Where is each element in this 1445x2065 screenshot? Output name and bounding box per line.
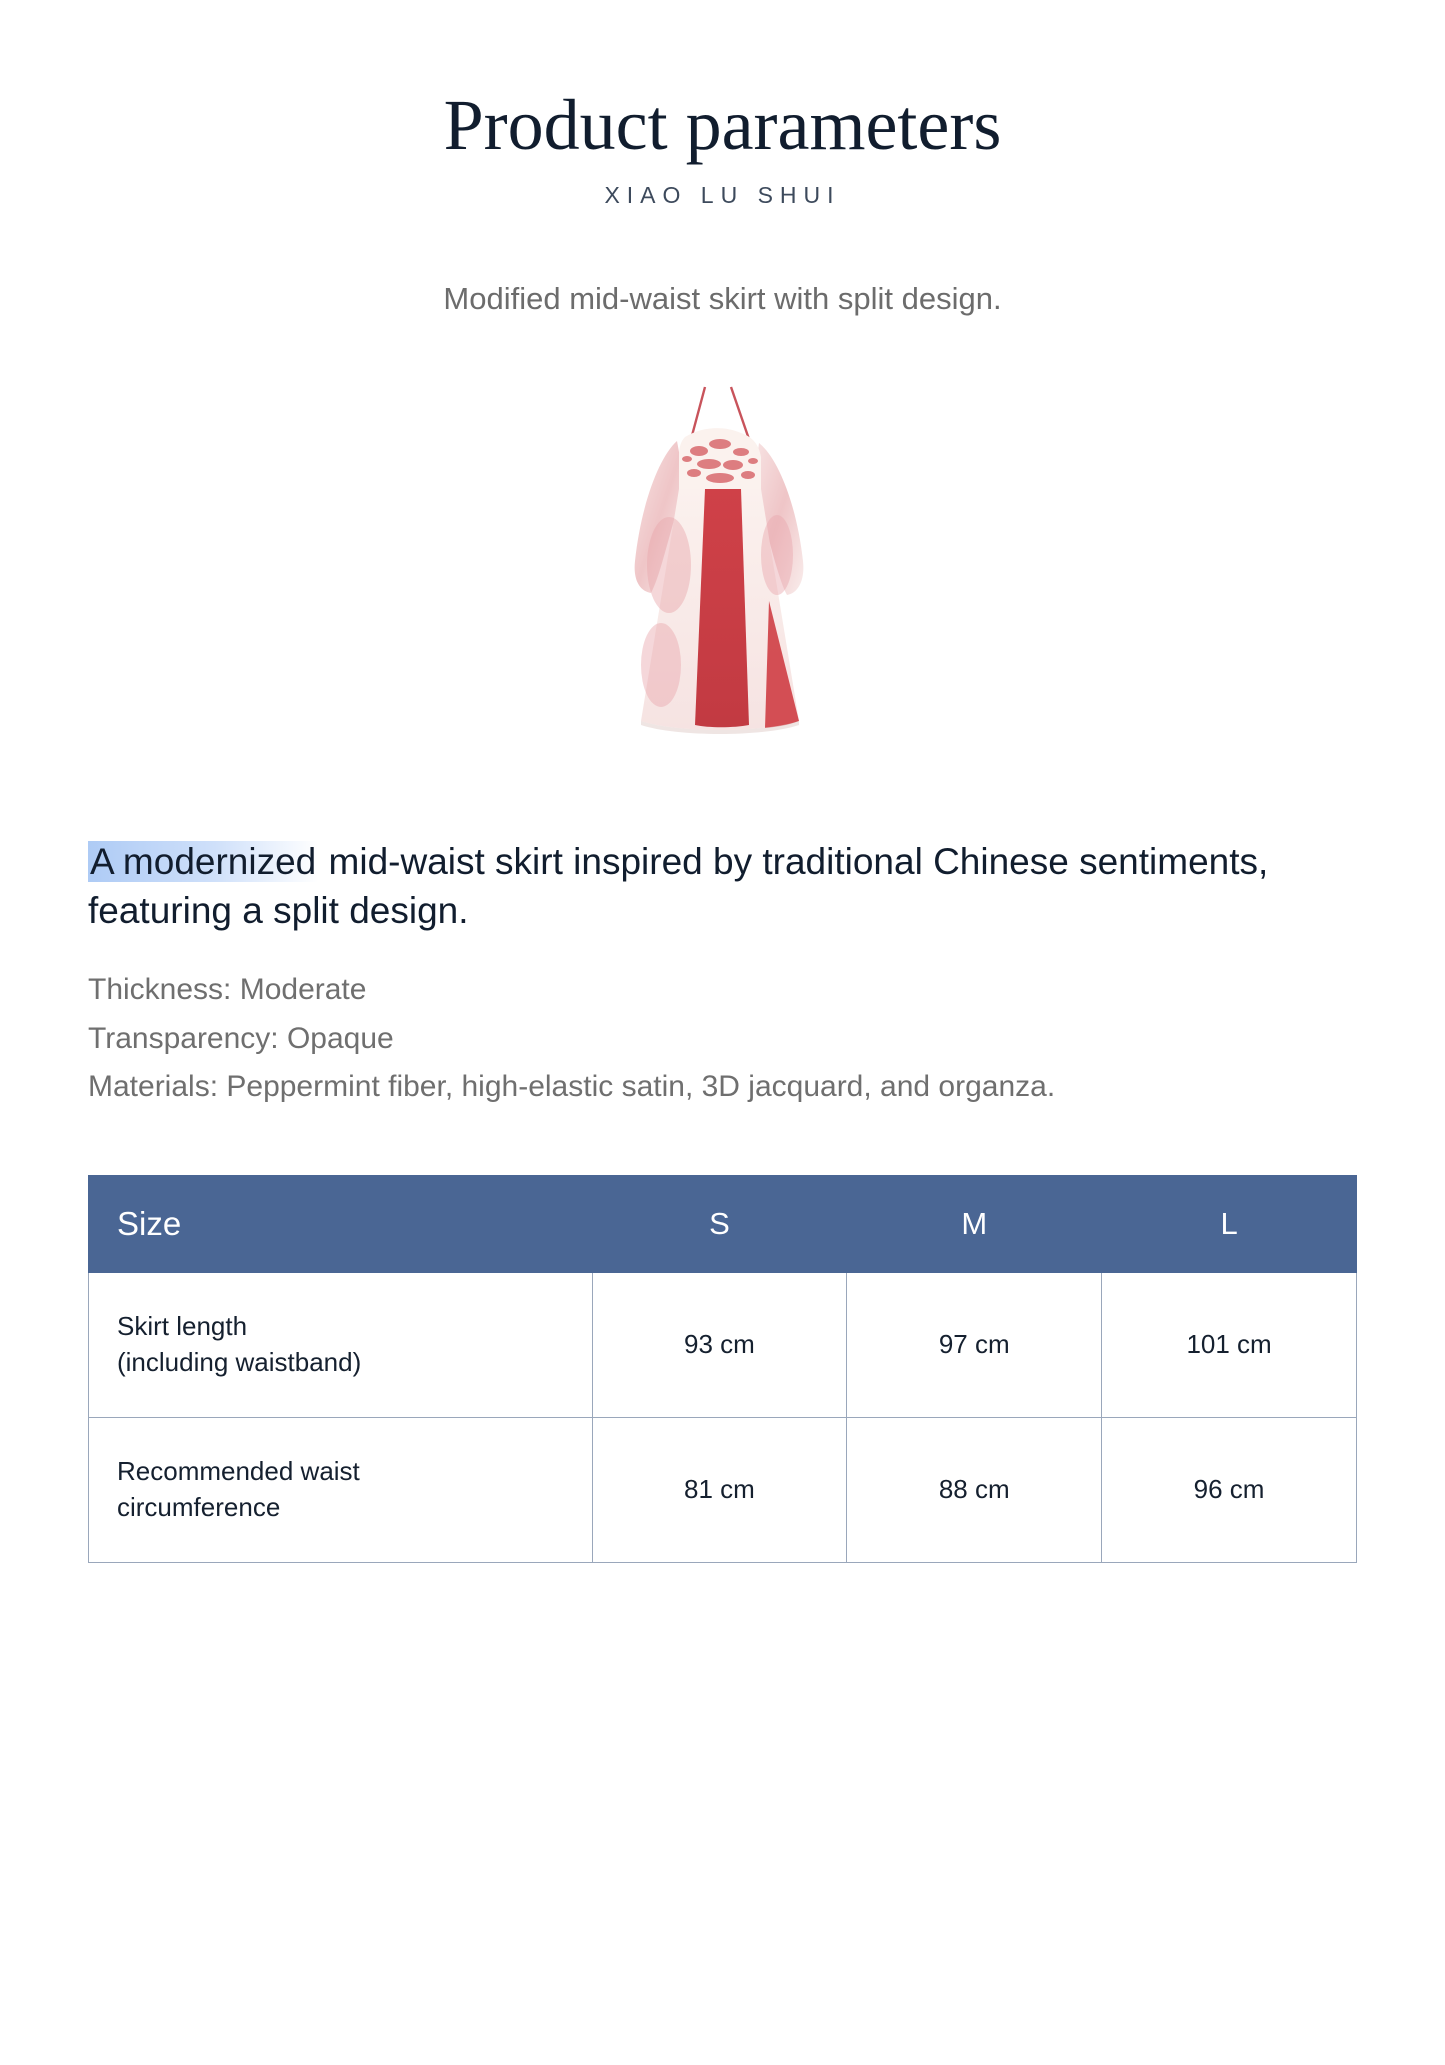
row-label-line2: (including waistband)	[117, 1346, 362, 1377]
table-row	[89, 1272, 1357, 1417]
table-body	[89, 1272, 1357, 1562]
brand-subtitle: XIAO LU SHUI	[604, 181, 841, 208]
spec-list	[88, 967, 1357, 1111]
header-m: M	[847, 1175, 1102, 1272]
spec-transparency: Transparency: Opaque	[88, 1021, 394, 1055]
header-size: Size	[89, 1175, 593, 1272]
page-title: Product parameters	[443, 85, 1002, 165]
description-section	[0, 837, 1445, 1563]
spec-thickness: Thickness: Moderate	[88, 973, 367, 1006]
size-chart-table	[88, 1175, 1357, 1563]
product-tagline: Modified mid-waist skirt with split design.	[443, 280, 1002, 316]
product-lede	[88, 837, 1357, 935]
cell-waist-m: 88 cm	[847, 1417, 1102, 1562]
lede-rest: mid-waist skirt inspired by traditional Chinese sentiments, featuring a split design.	[88, 840, 1269, 931]
row-label-waist-circumference	[89, 1417, 593, 1562]
table-header-row	[89, 1175, 1357, 1272]
table-header	[89, 1175, 1357, 1272]
header-s: S	[592, 1175, 847, 1272]
row-label-skirt-length	[89, 1272, 593, 1417]
spec-materials: Materials: Peppermint fiber, high-elastic satin, 3D jacquard, and organza.	[88, 1070, 1056, 1103]
table-row	[89, 1417, 1357, 1562]
cell-skirt-length-m: 97 cm	[847, 1272, 1102, 1417]
cell-skirt-length-l: 101 cm	[1102, 1272, 1357, 1417]
row-label-line1: Recommended waist	[117, 1456, 360, 1487]
cell-waist-s: 81 cm	[592, 1417, 847, 1562]
lede-highlight: A modernized	[90, 840, 317, 882]
header-l: L	[1102, 1175, 1357, 1272]
cell-skirt-length-s: 93 cm	[592, 1272, 847, 1417]
cell-waist-l: 96 cm	[1102, 1417, 1357, 1562]
row-label-line2: circumference	[117, 1491, 281, 1522]
dress-illustration	[573, 365, 873, 765]
product-image	[573, 365, 873, 765]
row-label-line1: Skirt length	[117, 1311, 248, 1342]
